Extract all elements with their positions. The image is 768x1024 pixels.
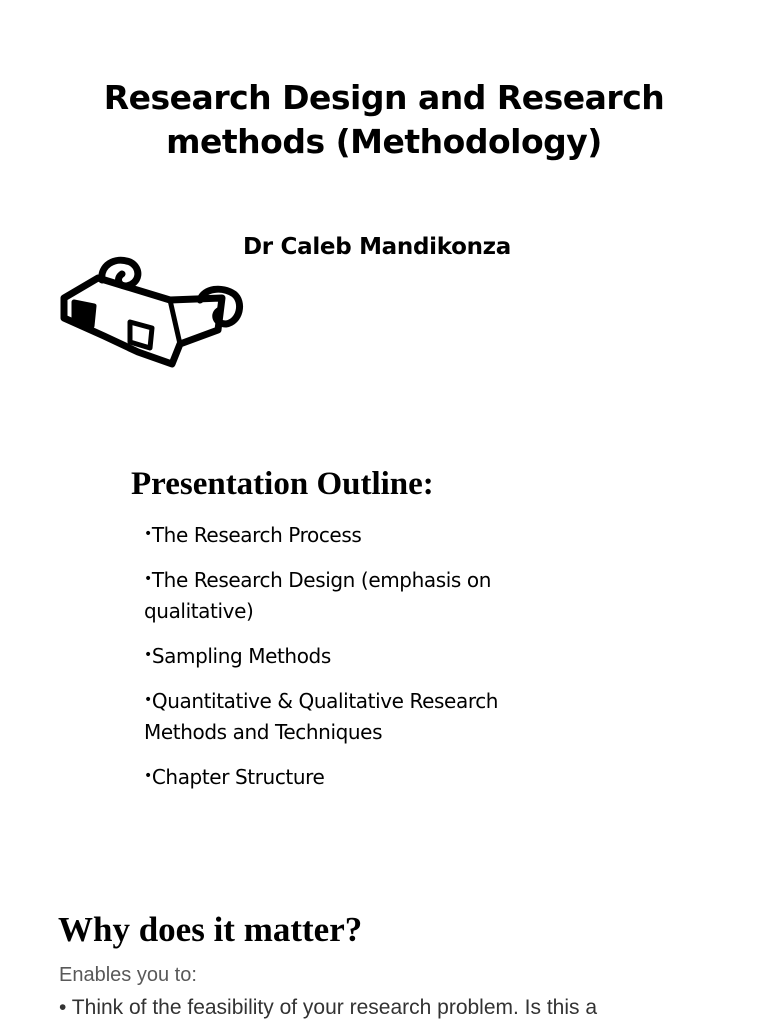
- bullet-icon: •: [144, 647, 152, 663]
- 3d-glasses-icon: [52, 248, 248, 372]
- list-item: •Quantitative & Qualitative Research Methods and Techniques: [144, 689, 499, 744]
- bullet-icon: •: [144, 692, 152, 708]
- outline-list: [144, 519, 564, 806]
- author-name: Dr Caleb Mandikonza: [243, 234, 511, 260]
- why-slide: [0, 880, 768, 1024]
- title-line-2: methods (Methodology): [166, 122, 602, 161]
- title-line-1: Research Design and Research: [103, 78, 665, 117]
- bullet-icon: •: [144, 768, 152, 784]
- why-heading: Why does it matter?: [58, 910, 363, 949]
- bullet-icon: •: [144, 526, 152, 542]
- list-item: •Sampling Methods: [144, 644, 331, 668]
- presentation-title: [0, 76, 768, 164]
- outline-heading: Presentation Outline:: [131, 466, 434, 502]
- list-item: •The Research Process: [144, 523, 362, 547]
- why-point-1: • Think of the feasibility of your research problem. Is this a: [59, 996, 598, 1019]
- bullet-icon: •: [144, 571, 152, 587]
- why-intro: Enables you to:: [59, 964, 197, 986]
- title-slide: [0, 0, 768, 440]
- list-item: •Chapter Structure: [144, 765, 325, 789]
- list-item: •The Research Design (emphasis on qualitative): [144, 568, 492, 623]
- outline-slide: [0, 440, 768, 880]
